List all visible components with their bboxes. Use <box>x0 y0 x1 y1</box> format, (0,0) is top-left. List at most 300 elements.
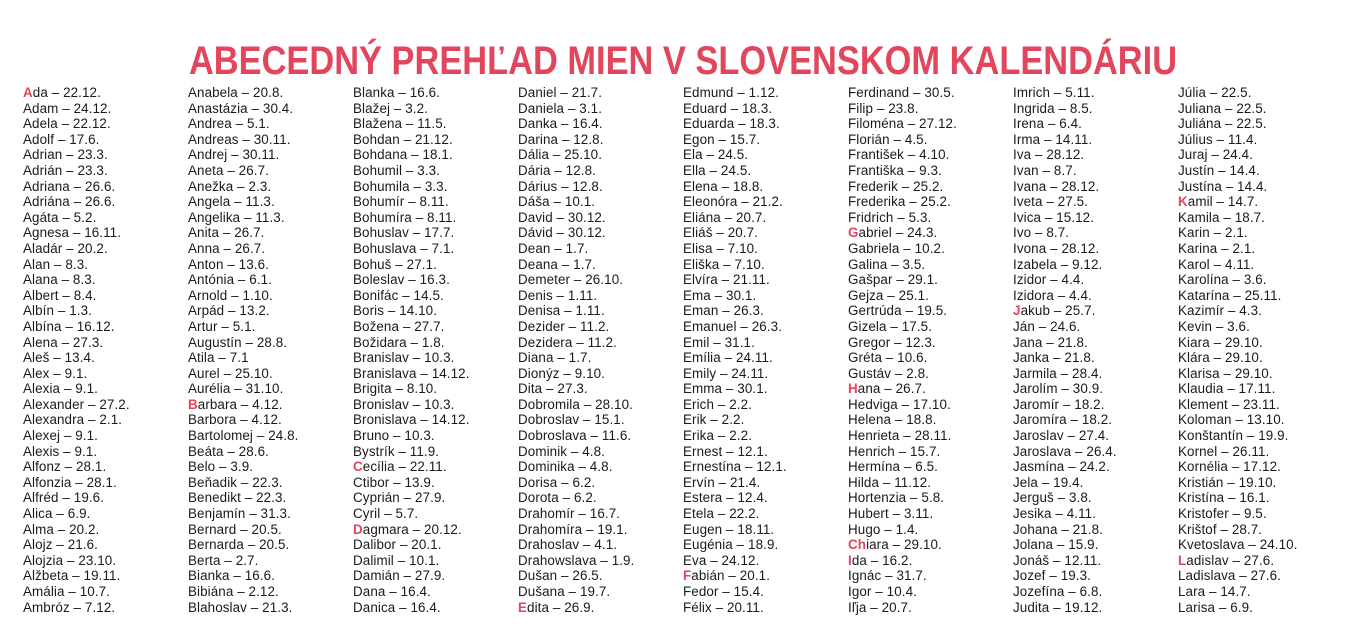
name-entry <box>1178 350 1343 366</box>
name-entry <box>23 381 188 397</box>
name-entry <box>353 101 518 117</box>
name-entry <box>353 381 518 397</box>
name-date-text: Erich – 2.2. <box>683 396 752 412</box>
name-entry <box>518 537 683 553</box>
name-entry <box>1013 553 1178 569</box>
name-date-text: Frederika – 25.2. <box>848 194 951 210</box>
name-entry <box>353 397 518 413</box>
name-date-text: arbara – 4.12. <box>197 396 283 412</box>
name-date-text: Aurel – 25.10. <box>188 365 273 381</box>
name-entry <box>518 179 683 195</box>
name-date-text: amil – 14.7. <box>1187 194 1259 210</box>
name-date-text: Bohumila – 3.3. <box>353 178 448 194</box>
name-entry <box>1013 116 1178 132</box>
name-date-text: Benjamín – 31.3. <box>188 506 291 522</box>
name-entry <box>1178 444 1343 460</box>
name-date-text: Gustáv – 2.8. <box>848 365 929 381</box>
name-date-text: Brigita – 8.10. <box>353 381 438 397</box>
name-date-text: Bronislava – 14.12. <box>353 412 470 428</box>
name-entry <box>518 241 683 257</box>
name-date-text: Barbora – 4.12. <box>188 412 282 428</box>
name-date-text: Blažena – 11.5. <box>353 116 447 132</box>
name-entry <box>353 475 518 491</box>
name-date-text: Emily – 24.11. <box>683 365 769 381</box>
name-entry <box>683 553 848 569</box>
name-entry <box>848 475 1013 491</box>
name-date-text: Krištof – 28.7. <box>1178 521 1263 537</box>
name-date-text: Dávid – 30.12. <box>518 225 606 241</box>
name-date-text: Karolína – 3.6. <box>1178 272 1267 288</box>
name-date-text: Hedviga – 17.10. <box>848 396 951 412</box>
name-entry <box>848 568 1013 584</box>
name-date-text: Ernestína – 12.1. <box>683 459 787 475</box>
name-date-text: da – 16.2. <box>851 552 913 568</box>
name-date-text: Beňadik – 22.3. <box>188 474 283 490</box>
name-entry <box>1013 600 1178 616</box>
name-date-text: Iľja – 20.7. <box>848 599 912 615</box>
name-entry <box>23 506 188 522</box>
name-date-text: Deana – 1.7. <box>518 256 596 272</box>
name-date-text: Jonáš – 12.11. <box>1013 552 1102 568</box>
name-entry <box>1178 506 1343 522</box>
name-entry <box>1013 475 1178 491</box>
name-entry <box>353 600 518 616</box>
name-entry <box>518 101 683 117</box>
name-entry <box>1178 537 1343 553</box>
name-date-text: Ambróz – 7.12. <box>23 599 116 615</box>
name-entry <box>1013 584 1178 600</box>
name-entry <box>1013 335 1178 351</box>
name-entry <box>188 568 353 584</box>
name-date-text: Bonifác – 14.5. <box>353 287 444 303</box>
name-date-text: Anastázia – 30.4. <box>188 100 294 116</box>
name-date-text: Kvetoslava – 24.10. <box>1178 537 1298 553</box>
name-entry <box>683 319 848 335</box>
name-date-text: Jaromíra – 18.2. <box>1013 412 1113 428</box>
name-entry <box>1178 428 1343 444</box>
name-date-text: Erik – 2.2. <box>683 412 745 428</box>
name-entry <box>518 412 683 428</box>
name-date-text: Alojzia – 23.10. <box>23 552 117 568</box>
name-entry <box>1178 568 1343 584</box>
name-date-text: Filoména – 27.12. <box>848 116 957 132</box>
name-date-text: Angela – 11.3. <box>188 194 275 210</box>
name-date-text: Dobromila – 28.10. <box>518 396 633 412</box>
name-entry <box>188 194 353 210</box>
name-date-text: Gejza – 25.1. <box>848 287 929 303</box>
name-entry <box>23 179 188 195</box>
name-entry <box>518 600 683 616</box>
name-date-text: Iveta – 27.5. <box>1013 194 1089 210</box>
name-date-text: Atila – 7.1 <box>188 350 249 366</box>
name-entry <box>353 584 518 600</box>
name-entry <box>188 584 353 600</box>
name-entry <box>1013 537 1178 553</box>
name-date-text: Eman – 26.3. <box>683 303 764 319</box>
name-date-text: Lara – 14.7. <box>1178 584 1251 599</box>
name-date-text: Drahomíra – 19.1. <box>518 521 628 537</box>
name-entry <box>1178 85 1343 101</box>
name-entry <box>1178 490 1343 506</box>
name-entry <box>23 210 188 226</box>
name-date-text: Arpád – 13.2. <box>188 303 270 319</box>
name-date-text: Dean – 1.7. <box>518 240 589 256</box>
name-entry <box>1013 85 1178 101</box>
name-date-text: Daniel – 21.7. <box>518 85 603 100</box>
name-entry <box>683 584 848 600</box>
name-date-text: Albína – 16.12. <box>23 318 115 334</box>
name-date-text: Demeter – 26.10. <box>518 272 624 288</box>
name-date-text: abriel – 24.3. <box>858 225 938 241</box>
name-entry <box>188 225 353 241</box>
name-entry <box>353 319 518 335</box>
name-entry <box>353 335 518 351</box>
name-date-text: Kristián – 19.10. <box>1178 474 1277 490</box>
name-date-text: Dárius – 12.8. <box>518 178 603 194</box>
name-entry <box>188 257 353 273</box>
name-date-text: Izidor – 4.4. <box>1013 272 1085 288</box>
name-entry <box>353 428 518 444</box>
name-date-text: Galina – 3.5. <box>848 256 926 272</box>
name-date-text: Antónia – 6.1. <box>188 272 273 288</box>
name-date-text: Anabela – 20.8. <box>188 85 284 100</box>
name-date-text: Albert – 8.4. <box>23 287 97 303</box>
name-date-text: Júlia – 22.5. <box>1178 85 1252 100</box>
name-entry <box>683 85 848 101</box>
name-date-text: Eliána – 20.7. <box>683 209 767 225</box>
name-date-text: Jaromír – 18.2. <box>1013 396 1105 412</box>
name-date-text: Juliána – 22.5. <box>1178 116 1267 132</box>
name-entry <box>188 600 353 616</box>
name-date-text: Irma – 14.11. <box>1013 131 1093 147</box>
name-date-text: Aladár – 20.2. <box>23 240 108 256</box>
name-date-text: Ema – 30.1. <box>683 287 757 303</box>
name-entry <box>188 506 353 522</box>
name-date-text: Eliáš – 20.7. <box>683 225 758 241</box>
name-date-text: Danica – 16.4. <box>353 599 441 615</box>
name-date-text: Cyril – 5.7. <box>353 506 419 522</box>
name-date-text: Božena – 27.7. <box>353 318 445 334</box>
name-date-text: Klarisa – 29.10. <box>1178 365 1273 381</box>
name-date-text: Alena – 27.3. <box>23 334 104 350</box>
name-entry <box>1178 116 1343 132</box>
name-date-text: Justín – 14.4. <box>1178 162 1260 178</box>
name-entry <box>848 257 1013 273</box>
name-date-text: Jana – 21.8. <box>1013 334 1088 350</box>
name-date-text: Alan – 8.3. <box>23 256 89 272</box>
name-date-text: Andreas – 30.11. <box>188 131 291 147</box>
name-entry <box>1013 319 1178 335</box>
name-date-text: Filip – 23.8. <box>848 100 919 116</box>
name-date-text: Jarolím – 30.9. <box>1013 381 1104 397</box>
name-date-text: agmara – 20.12. <box>362 521 462 537</box>
name-date-text: Elena – 18.8. <box>683 178 764 194</box>
name-date-text: Dita – 27.3. <box>518 381 588 397</box>
name-entry <box>1013 241 1178 257</box>
name-entry <box>188 288 353 304</box>
name-entry <box>23 428 188 444</box>
name-entry <box>23 257 188 273</box>
name-date-text: Adam – 24.12. <box>23 100 112 116</box>
name-entry <box>1013 272 1178 288</box>
name-date-text: Irena – 6.4. <box>1013 116 1082 132</box>
name-date-text: Branislav – 10.3. <box>353 350 455 366</box>
name-date-text: Andrea – 5.1. <box>188 116 270 132</box>
name-entry <box>1178 288 1343 304</box>
name-date-text: Kornélia – 17.12. <box>1178 459 1281 475</box>
name-date-text: Darina – 12.8. <box>518 131 604 147</box>
name-entry <box>518 459 683 475</box>
name-entry <box>848 116 1013 132</box>
name-entry <box>188 553 353 569</box>
name-date-text: Angelika – 11.3. <box>188 209 285 225</box>
name-entry <box>848 366 1013 382</box>
name-entry <box>23 319 188 335</box>
name-entry <box>23 553 188 569</box>
name-date-text: Igor – 10.4. <box>848 584 917 599</box>
letter-initial: E <box>518 599 528 615</box>
name-entry <box>848 397 1013 413</box>
name-entry <box>353 412 518 428</box>
name-date-text: Ján – 24.6. <box>1013 318 1081 334</box>
name-date-text: Július – 11.4. <box>1178 131 1258 147</box>
name-date-text: Hubert – 3.11. <box>848 506 934 522</box>
name-entry <box>23 288 188 304</box>
name-entry <box>848 600 1013 616</box>
name-date-text: Bohuslava – 7.1. <box>353 240 455 256</box>
name-entry <box>518 584 683 600</box>
name-entry <box>1178 241 1343 257</box>
name-date-text: Albín – 1.3. <box>23 303 92 319</box>
name-entry <box>518 568 683 584</box>
name-date-text: Dalimil – 10.1. <box>353 552 440 568</box>
name-entry <box>683 147 848 163</box>
name-date-text: Dáša – 10.1. <box>518 194 596 210</box>
name-entry <box>518 335 683 351</box>
name-entry <box>1013 288 1178 304</box>
name-date-text: Ivona – 28.12. <box>1013 240 1100 256</box>
name-date-text: Bibiána – 2.12. <box>188 584 279 599</box>
name-entry <box>188 397 353 413</box>
name-date-text: Eva – 24.12. <box>683 552 760 568</box>
name-date-text: Blanka – 16.6. <box>353 85 441 100</box>
name-date-text: Alexia – 9.1. <box>23 381 98 397</box>
name-entry <box>848 428 1013 444</box>
name-date-text: Jozef – 19.3. <box>1013 568 1091 584</box>
name-date-text: Florián – 4.5. <box>848 131 928 147</box>
name-date-text: akub – 25.7. <box>1020 303 1096 319</box>
name-column-2 <box>188 85 353 615</box>
name-date-text: Gertrúda – 19.5. <box>848 303 948 319</box>
name-entry <box>188 381 353 397</box>
name-date-text: Aurélia – 31.10. <box>188 381 284 397</box>
name-entry <box>188 116 353 132</box>
name-date-text: Dobroslava – 11.6. <box>518 428 632 444</box>
name-date-text: Dorisa – 6.2. <box>518 474 596 490</box>
name-entry <box>1178 553 1343 569</box>
name-date-text: Kornel – 26.11. <box>1178 443 1270 459</box>
name-date-text: Kevin – 3.6. <box>1178 318 1250 334</box>
name-date-text: Dezidera – 11.2. <box>518 334 617 350</box>
name-entry <box>683 600 848 616</box>
name-entry <box>683 506 848 522</box>
name-entry <box>353 444 518 460</box>
letter-initial: Ch <box>848 537 867 553</box>
name-date-text: Eliška – 7.10. <box>683 256 765 272</box>
name-entry <box>1013 568 1178 584</box>
name-entry <box>1013 412 1178 428</box>
name-entry <box>848 444 1013 460</box>
name-entry <box>188 350 353 366</box>
name-date-text: Dária – 12.8. <box>518 162 596 178</box>
name-date-text: Hugo – 1.4. <box>848 521 919 537</box>
name-column-6 <box>848 85 1013 615</box>
name-date-text: Egon – 15.7. <box>683 131 761 147</box>
name-entry <box>518 257 683 273</box>
name-date-text: Edmund – 1.12. <box>683 85 779 100</box>
name-entry <box>1178 522 1343 538</box>
name-entry <box>1013 459 1178 475</box>
name-entry <box>1013 522 1178 538</box>
name-date-text: Ivo – 8.7. <box>1013 225 1070 241</box>
name-entry <box>1178 101 1343 117</box>
name-entry <box>683 179 848 195</box>
name-date-text: Alexej – 9.1. <box>23 428 98 444</box>
name-entry <box>1178 132 1343 148</box>
name-entry <box>1178 163 1343 179</box>
name-entry <box>23 116 188 132</box>
name-date-text: Gašpar – 29.1. <box>848 272 938 288</box>
name-entry <box>353 132 518 148</box>
name-entry <box>683 475 848 491</box>
name-date-text: Arnold – 1.10. <box>188 287 273 303</box>
name-date-text: Dana – 16.4. <box>353 584 431 599</box>
name-entry <box>23 537 188 553</box>
name-date-text: Boleslav – 16.3. <box>353 272 450 288</box>
name-entry <box>1178 319 1343 335</box>
name-entry <box>1178 381 1343 397</box>
name-entry <box>1013 132 1178 148</box>
name-date-text: Judita – 19.12. <box>1013 599 1103 615</box>
name-column-3 <box>353 85 518 615</box>
name-entry <box>23 490 188 506</box>
name-date-text: Dalibor – 20.1. <box>353 537 442 553</box>
name-date-text: Ernest – 12.1. <box>683 443 768 459</box>
name-date-text: Aneta – 26.7. <box>188 162 269 178</box>
name-entry <box>353 225 518 241</box>
name-date-text: Alma – 20.2. <box>23 521 100 537</box>
name-entry <box>683 241 848 257</box>
name-entry <box>848 506 1013 522</box>
name-entry <box>518 303 683 319</box>
name-date-text: Koloman – 13.10. <box>1178 412 1285 428</box>
name-date-text: Emma – 30.1. <box>683 381 768 397</box>
name-entry <box>353 147 518 163</box>
name-date-text: ana – 26.7. <box>857 381 926 397</box>
name-entry <box>1178 225 1343 241</box>
name-entry <box>518 85 683 101</box>
name-date-text: ecília – 22.11. <box>362 459 447 475</box>
name-entry <box>23 350 188 366</box>
name-entry <box>848 85 1013 101</box>
name-entry <box>1178 335 1343 351</box>
name-entry <box>683 490 848 506</box>
name-date-text: Alfréd – 19.6. <box>23 490 105 506</box>
name-entry <box>518 428 683 444</box>
name-entry <box>518 288 683 304</box>
name-entry <box>848 381 1013 397</box>
name-entry <box>848 412 1013 428</box>
name-date-text: Hermína – 6.5. <box>848 459 938 475</box>
name-entry <box>1013 163 1178 179</box>
name-date-text: Belo – 3.9. <box>188 459 254 475</box>
name-entry <box>518 350 683 366</box>
name-date-text: Dionýz – 9.10. <box>518 365 606 381</box>
name-entry <box>848 335 1013 351</box>
name-date-text: Alfonz – 28.1. <box>23 459 107 475</box>
page-title: ABECEDNÝ PREHĽAD MIEN V SLOVENSKOM KALENDÁRIU <box>188 39 1178 83</box>
name-entry <box>1013 490 1178 506</box>
name-entry <box>353 506 518 522</box>
name-entry <box>188 210 353 226</box>
name-date-text: Beáta – 28.6. <box>188 443 269 459</box>
name-date-text: Dominik – 4.8. <box>518 443 605 459</box>
name-date-text: Dorota – 6.2. <box>518 490 597 506</box>
name-date-text: Cyprián – 27.9. <box>353 490 446 506</box>
name-entry <box>1013 366 1178 382</box>
name-entry <box>1013 179 1178 195</box>
letter-initial: I <box>848 552 852 568</box>
name-date-text: Adriana – 26.6. <box>23 178 116 194</box>
name-date-text: Alojz – 21.6. <box>23 537 98 553</box>
name-date-text: Denis – 1.11. <box>518 287 598 303</box>
name-date-text: Amália – 10.7. <box>23 584 111 599</box>
name-date-text: Damián – 27.9. <box>353 568 446 584</box>
name-entry <box>683 132 848 148</box>
name-date-text: Gréta – 10.6. <box>848 350 928 366</box>
name-entry <box>1013 444 1178 460</box>
name-date-text: Augustín – 28.8. <box>188 334 288 350</box>
name-entry <box>23 272 188 288</box>
name-entry <box>188 303 353 319</box>
name-entry <box>188 459 353 475</box>
name-date-text: Kazimír – 4.3. <box>1178 303 1263 319</box>
name-date-text: Berta – 2.7. <box>188 552 259 568</box>
name-date-text: Kristofer – 9.5. <box>1178 506 1267 522</box>
name-date-text: Emília – 24.11. <box>683 350 773 366</box>
letter-initial: D <box>353 521 363 537</box>
name-date-text: Jaroslav – 27.4. <box>1013 428 1110 444</box>
name-entry <box>353 350 518 366</box>
name-date-text: Bohuslav – 17.7. <box>353 225 455 241</box>
name-entry <box>518 444 683 460</box>
name-date-text: Bohdan – 21.12. <box>353 131 453 147</box>
name-entry <box>353 522 518 538</box>
name-date-text: Bronislav – 10.3. <box>353 396 455 412</box>
name-entry <box>683 225 848 241</box>
name-entry <box>1013 506 1178 522</box>
name-entry <box>518 194 683 210</box>
name-entry <box>683 366 848 382</box>
name-date-text: Artur – 5.1. <box>188 318 256 334</box>
name-entry <box>353 553 518 569</box>
name-date-text: Ervín – 21.4. <box>683 474 761 490</box>
name-date-text: Bystrík – 11.9. <box>353 443 440 459</box>
name-date-text: Drahomír – 16.7. <box>518 506 621 522</box>
name-date-text: Dália – 25.10. <box>518 147 603 163</box>
name-date-text: Imrich – 5.11. <box>1013 85 1095 100</box>
name-entry <box>683 163 848 179</box>
